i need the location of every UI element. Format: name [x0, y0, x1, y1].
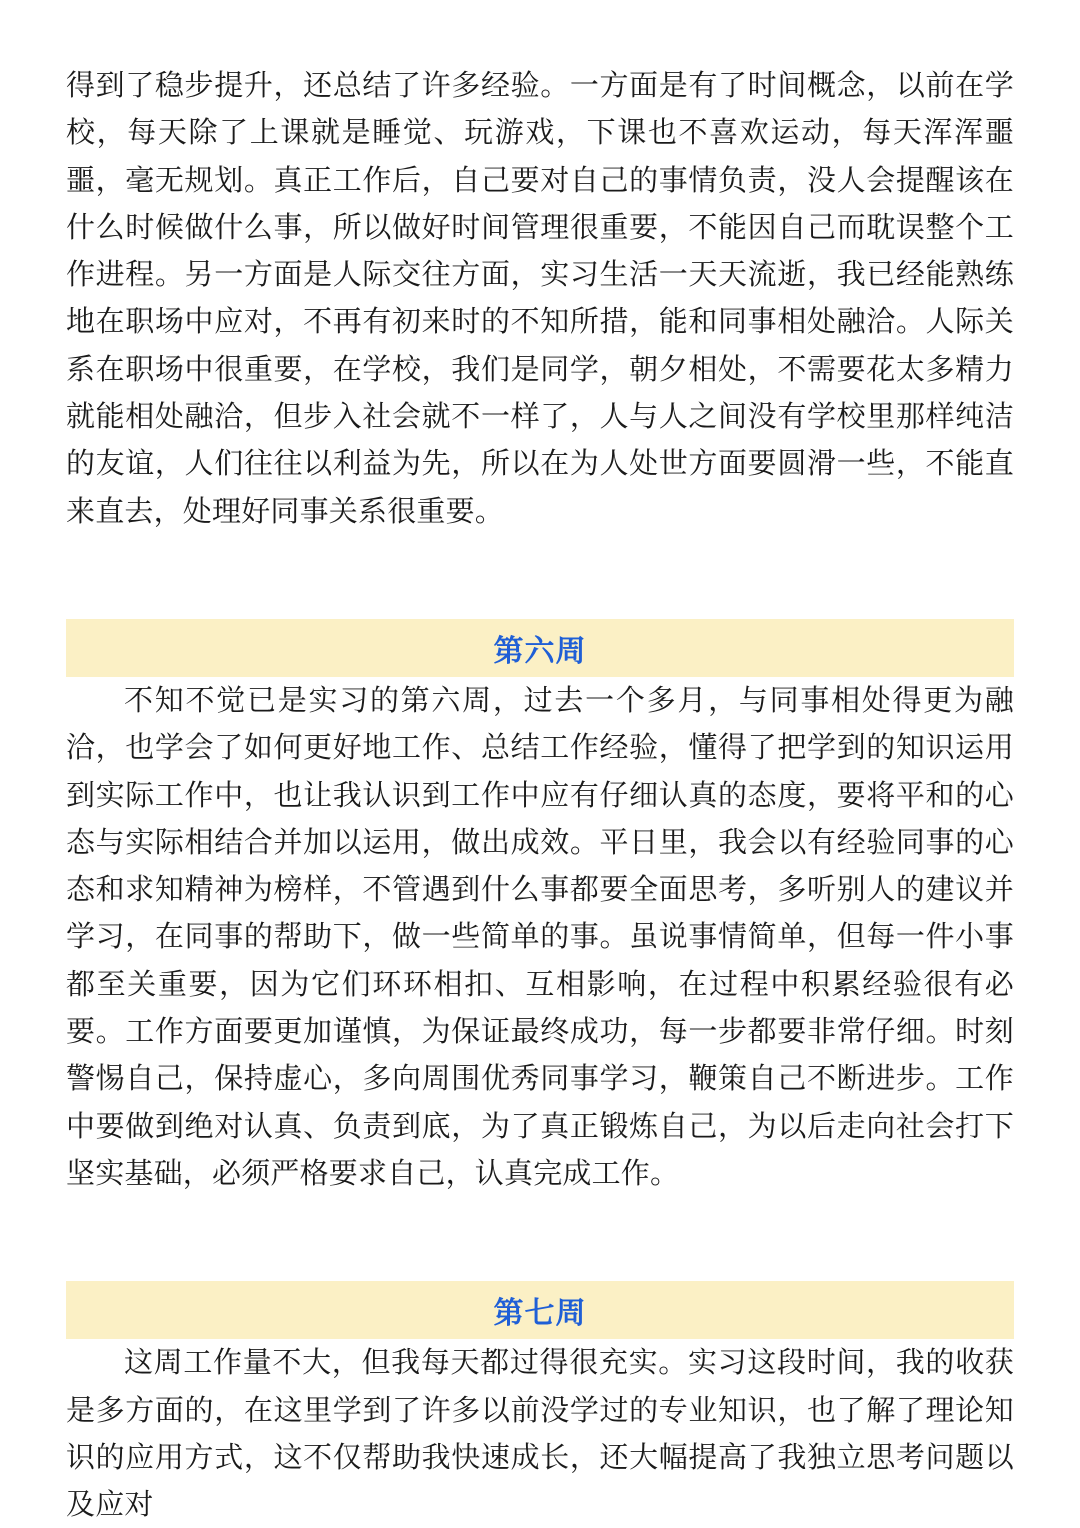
section-header-week-7	[66, 1281, 1014, 1339]
document-page	[66, 62, 1014, 1528]
section-body-week-7: 这周工作量不大，但我每天都过得很充实。实习这段时间，我的收获是多方面的，在这里学到了许多以前没学过的专业知识，也了解了理论知识的应用方式，这不仅帮助我快速成长，还大幅提高了我独立思考问题以及应对	[66, 1345, 1014, 1522]
section-header-week-6	[66, 619, 1014, 677]
section-title: 第六周	[493, 633, 587, 669]
intro-paragraph: 得到了稳步提升，还总结了许多经验。一方面是有了时间概念，以前在学校，每天除了上课就是睡觉、玩游戏，下课也不喜欢运动，每天浑浑噩噩，毫无规划。真正工作后，自己要对自己的事情负责，没人会提醒该在什么时候做什么事，所以做好时间管理很重要，不能因自己而耽误整个工作进程。另一方面是人际交往方面，实习生活一天天流逝，我已经能熟练地在职场中应对，不再有初来时的不知所措，能和同事相处融洽。人际关系在职场中很重要，在学校，我们是同学，朝夕相处，不需要花太多精力就能相处融洽，但步入社会就不一样了，人与人之间没有学校里那样纯洁的友谊，人们往往以利益为先，所以在为人处世方面要圆滑一些，不能直来直去，处理好同事关系很重要。	[66, 68, 1014, 528]
section-body-week-6: 不知不觉已是实习的第六周，过去一个多月，与同事相处得更为融洽，也学会了如何更好地工作、总结工作经验，懂得了把学到的知识运用到实际工作中，也让我认识到工作中应有仔细认真的态度，要将平和的心态与实际相结合并加以运用，做出成效。平日里，我会以有经验同事的心态和求知精神为榜样，不管遇到什么事都要全面思考，多听别人的建议并学习，在同事的帮助下，做一些简单的事。虽说事情简单，但每一件小事都至关重要，因为它们环环相扣、互相影响，在过程中积累经验很有必要。工作方面要更加谨慎，为保证最终成功，每一步都要非常仔细。时刻警惕自己，保持虚心，多向周围优秀同事学习，鞭策自己不断进步。工作中要做到绝对认真、负责到底，为了真正锻炼自己，为以后走向社会打下坚实基础，必须严格要求自己，认真完成工作。	[66, 682, 1014, 1190]
section-title: 第七周	[493, 1296, 587, 1332]
